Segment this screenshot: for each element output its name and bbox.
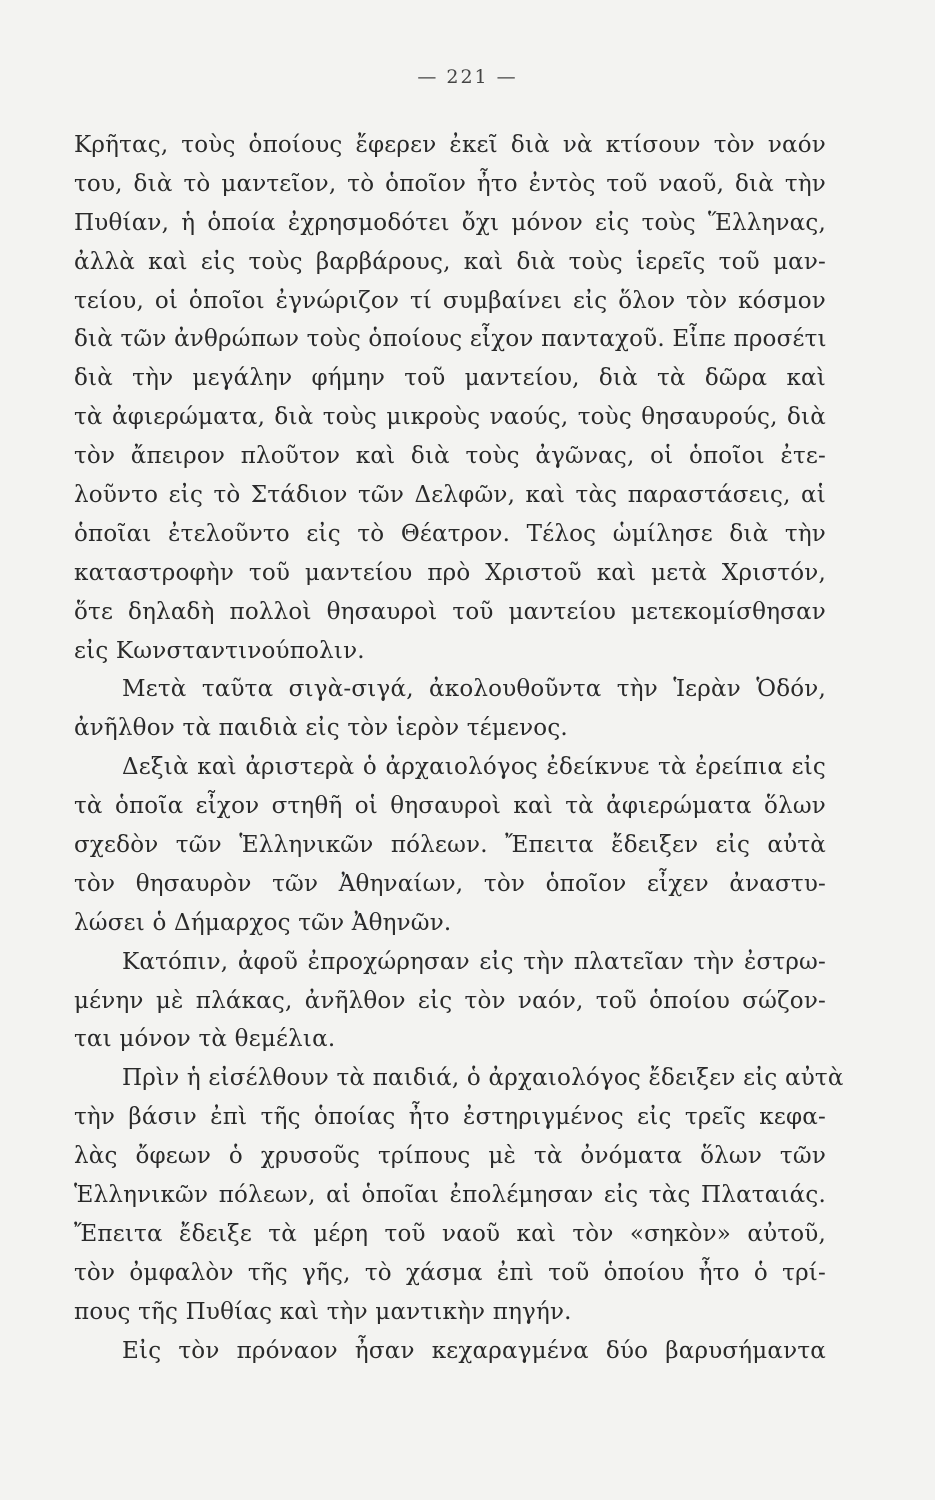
- text-line: τείου, οἱ ὁποῖοι ἐγνώριζον τί συμβαίνει εἰς ὅλον τὸν κόσμον: [74, 287, 826, 314]
- text-line: του, διὰ τὸ μαντεῖον, τὸ ὁποῖον ἦτο ἐντὸς τοῦ ναοῦ, διὰ τὴν: [74, 170, 826, 197]
- text-line: τὰ ὁποῖα εἶχον στηθῆ οἱ θησαυροὶ καὶ τὰ ἀφιερώματα ὅλων: [74, 793, 826, 820]
- page-number: — 221 —: [417, 66, 518, 88]
- text-line: Μετὰ ταῦτα σιγὰ-σιγά, ἀκολουθοῦντα τὴν Ἱερὰν Ὁδόν,: [122, 676, 826, 703]
- body-text: [74, 126, 844, 1371]
- text-line: σχεδὸν τῶν Ἑλληνικῶν πόλεων. Ἔπειτα ἔδειξεν εἰς αὐτὰ: [74, 832, 826, 859]
- text-line: λὰς ὄφεων ὁ χρυσοῦς τρίπους μὲ τὰ ὀνόματα ὅλων τῶν: [74, 1143, 826, 1170]
- text-line: ὅτε δηλαδὴ πολλοὶ θησαυροὶ τοῦ μαντείου μετεκομίσθησαν: [74, 598, 826, 625]
- text-line: ἀνῆλθον τὰ παιδιὰ εἰς τὸν ἱερὸν τέμενος.: [74, 715, 568, 742]
- text-line: Ἔπειτα ἔδειξε τὰ μέρη τοῦ ναοῦ καὶ τὸν «σηκὸν» αὐτοῦ,: [74, 1220, 826, 1247]
- text-line: Πρὶν ἡ εἰσέλθουν τὰ παιδιά, ὁ ἀρχαιολόγος ἔδειξεν εἰς αὐτὰ: [122, 1065, 844, 1092]
- text-line: ται μόνον τὰ θεμέλια.: [74, 1026, 336, 1053]
- text-line: λοῦντο εἰς τὸ Στάδιον τῶν Δελφῶν, καὶ τὰς παραστάσεις, αἱ: [74, 482, 826, 509]
- text-line: Κρῆτας, τοὺς ὁποίους ἔφερεν ἐκεῖ διὰ νὰ κτίσουν τὸν ναόν: [74, 132, 826, 158]
- text-line: ὁποῖαι ἐτελοῦντο εἰς τὸ Θέατρον. Τέλος ὡμίλησε διὰ τὴν: [74, 520, 826, 547]
- text-line: Δεξιὰ καὶ ἀριστερὰ ὁ ἀρχαιολόγος ἐδείκνυε τὰ ἐρείπια εἰς: [122, 754, 826, 781]
- text-line: Πυθίαν, ἡ ὁποία ἐχρησμοδότει ὄχι μόνον εἰς τοὺς Ἕλληνας,: [74, 209, 826, 236]
- text-line: ἀλλὰ καὶ εἰς τοὺς βαρβάρους, καὶ διὰ τοὺς ἱερεῖς τοῦ μαν-: [74, 248, 826, 275]
- text-line: εἰς Κωνσταντινούπολιν.: [74, 637, 365, 664]
- text-line: τὸν θησαυρὸν τῶν Ἀθηναίων, τὸν ὁποῖον εἶχεν ἀναστυ-: [74, 870, 826, 897]
- text-line: τὴν βάσιν ἐπὶ τῆς ὁποίας ἦτο ἐστηριγμένος εἰς τρεῖς κεφα-: [74, 1104, 826, 1131]
- text-line: Εἰς τὸν πρόναον ἦσαν κεχαραγμένα δύο βαρυσήμαντα: [122, 1337, 826, 1364]
- text-line: καταστροφὴν τοῦ μαντείου πρὸ Χριστοῦ καὶ μετὰ Χριστόν,: [74, 559, 826, 586]
- text-line: τὸν ἄπειρον πλοῦτον καὶ διὰ τοὺς ἀγῶνας, οἱ ὁποῖοι ἐτε-: [74, 443, 826, 470]
- text-line: Κατόπιν, ἀφοῦ ἐπροχώρησαν εἰς τὴν πλατεῖαν τὴν ἐστρω-: [122, 948, 826, 975]
- text-line: διὰ τὴν μεγάλην φήμην τοῦ μαντείου, διὰ τὰ δῶρα καὶ: [74, 365, 826, 392]
- text-line: μένην μὲ πλάκας, ἀνῆλθον εἰς τὸν ναόν, τοῦ ὁποίου σώζον-: [74, 987, 826, 1014]
- text-line: τὸν ὀμφαλὸν τῆς γῆς, τὸ χάσμα ἐπὶ τοῦ ὁποίου ἦτο ὁ τρί-: [74, 1259, 826, 1286]
- text-line: διὰ τῶν ἀνθρώπων τοὺς ὁποίους εἶχον πανταχοῦ. Εἶπε προσέτι: [74, 326, 827, 353]
- text-line: λώσει ὁ Δήμαρχος τῶν Ἀθηνῶν.: [74, 909, 452, 936]
- text-line: Ἑλληνικῶν πόλεων, αἱ ὁποῖαι ἐπολέμησαν εἰς τὰς Πλαταιάς.: [74, 1182, 826, 1209]
- text-line: πους τῆς Πυθίας καὶ τὴν μαντικὴν πηγήν.: [74, 1298, 572, 1325]
- text-line: τὰ ἀφιερώματα, διὰ τοὺς μικροὺς ναούς, τοὺς θησαυρούς, διὰ: [74, 404, 826, 431]
